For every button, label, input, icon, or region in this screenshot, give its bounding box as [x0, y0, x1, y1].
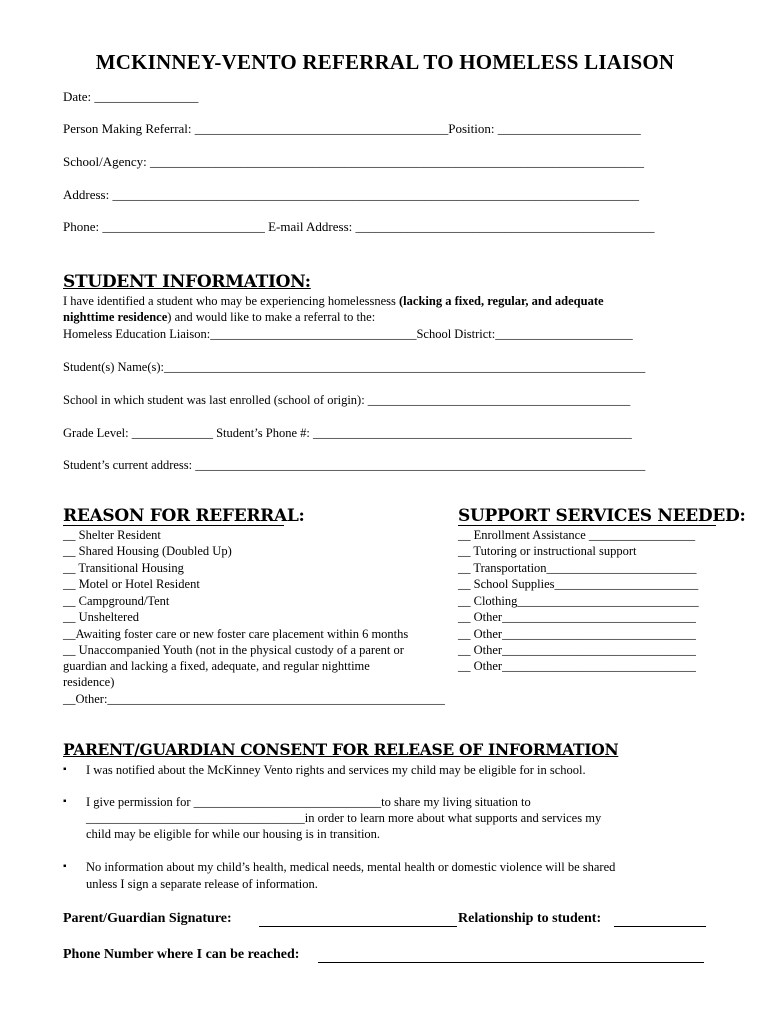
student-intro-line-2: nighttime residence) and would like to make a referral to the: [63, 310, 376, 324]
reason-item-other[interactable]: __Other:______________________________________________________ [63, 692, 445, 706]
reason-item-motel[interactable]: __ Motel or Hotel Resident [63, 577, 200, 591]
consent-heading: PARENT/GUARDIAN CONSENT FOR RELEASE OF INFORMATION [63, 740, 619, 759]
support-item-transportation[interactable]: __ Transportation________________________ [458, 561, 697, 575]
support-item-enrollment[interactable]: __ Enrollment Assistance _________________ [458, 528, 696, 542]
reason-for-referral-heading: REASON FOR REFERRAL: [63, 506, 305, 526]
signature-label: Parent/Guardian Signature: [63, 911, 232, 926]
phone-email-field[interactable]: Phone: _________________________ E-mail Address: ______________________________________________ [63, 219, 655, 234]
homeless-liaison-field[interactable]: Homeless Education Liaison:_________________________________School District:______________________ [63, 327, 633, 341]
student-intro-line-1: I have identified a student who may be experiencing homelessness (lacking a fixed, regular, and adequate [63, 294, 604, 308]
support-item-school-supplies[interactable]: __ School Supplies_______________________ [458, 577, 699, 591]
support-item-other-2[interactable]: __ Other_______________________________ [458, 627, 696, 641]
grade-phone-field[interactable]: Grade Level: _____________ Student’s Phone #: ___________________________________________________ [63, 426, 632, 440]
support-item-other-4[interactable]: __ Other_______________________________ [458, 659, 696, 673]
bullet-icon: ▪ [63, 764, 67, 775]
consent-permission-line-2[interactable]: ___________________________________in order to learn more about what supports and services my [86, 811, 602, 825]
date-field[interactable]: Date: ________________ [63, 89, 199, 104]
bullet-icon: ▪ [63, 796, 67, 807]
support-heading-underline [458, 525, 716, 526]
reason-item-unaccompanied-youth-cont-2: residence) [63, 675, 115, 689]
phone-reach-label: Phone Number where I can be reached: [63, 947, 300, 962]
school-of-origin-field[interactable]: School in which student was last enrolled (school of origin): __________________________________________ [63, 393, 631, 407]
bullet-icon: ▪ [63, 861, 67, 872]
reason-item-unsheltered[interactable]: __ Unsheltered [63, 610, 140, 624]
relationship-line[interactable] [614, 926, 706, 927]
student-current-address-field[interactable]: Student’s current address: ________________________________________________________________________ [63, 458, 646, 472]
reason-item-unaccompanied-youth-cont: guardian and lacking a fixed, adequate, and regular nighttime [63, 659, 370, 673]
support-item-other-3[interactable]: __ Other_______________________________ [458, 643, 696, 657]
consent-no-info-line-2: unless I sign a separate release of information. [86, 877, 318, 891]
support-services-heading: SUPPORT SERVICES NEEDED: [458, 506, 746, 526]
support-item-tutoring[interactable]: __ Tutoring or instructional support [458, 544, 637, 558]
relationship-label: Relationship to student: [458, 911, 602, 926]
address-field[interactable]: Address: _________________________________________________________________________________ [63, 187, 639, 202]
reason-heading-underline [63, 525, 284, 526]
support-item-other-1[interactable]: __ Other_______________________________ [458, 610, 696, 624]
school-agency-field[interactable]: School/Agency: ____________________________________________________________________________ [63, 154, 645, 169]
consent-notified-text: I was notified about the McKinney Vento rights and services my child may be eligible for in school. [86, 763, 586, 777]
consent-permission-line-3: child may be eligible for while our housing is in transition. [86, 827, 381, 841]
form-title: MCKINNEY-VENTO REFERRAL TO HOMELESS LIAISON [95, 50, 675, 74]
reason-item-campground[interactable]: __ Campground/Tent [63, 594, 170, 608]
reason-item-shared-housing[interactable]: __ Shared Housing (Doubled Up) [63, 544, 232, 558]
signature-line[interactable] [259, 926, 457, 927]
phone-reach-line[interactable] [318, 962, 704, 963]
reason-item-foster-care[interactable]: __Awaiting foster care or new foster care placement within 6 months [63, 627, 409, 641]
student-information-heading: STUDENT INFORMATION: [63, 272, 311, 292]
person-making-referral-field[interactable]: Person Making Referral: _______________________________________Position: ______________________ [63, 121, 641, 136]
student-names-field[interactable]: Student(s) Name(s):_____________________________________________________________________________ [63, 360, 646, 374]
consent-no-info-line-1: No information about my child’s health, medical needs, mental health or domestic violence will be shared [86, 860, 616, 874]
consent-permission-line-1[interactable]: I give permission for ______________________________to share my living situation to [86, 795, 531, 809]
support-item-clothing[interactable]: __ Clothing_____________________________ [458, 594, 699, 608]
reason-item-unaccompanied-youth[interactable]: __ Unaccompanied Youth (not in the physical custody of a parent or [63, 643, 404, 657]
reason-item-shelter[interactable]: __ Shelter Resident [63, 528, 161, 542]
reason-item-transitional[interactable]: __ Transitional Housing [63, 561, 184, 575]
